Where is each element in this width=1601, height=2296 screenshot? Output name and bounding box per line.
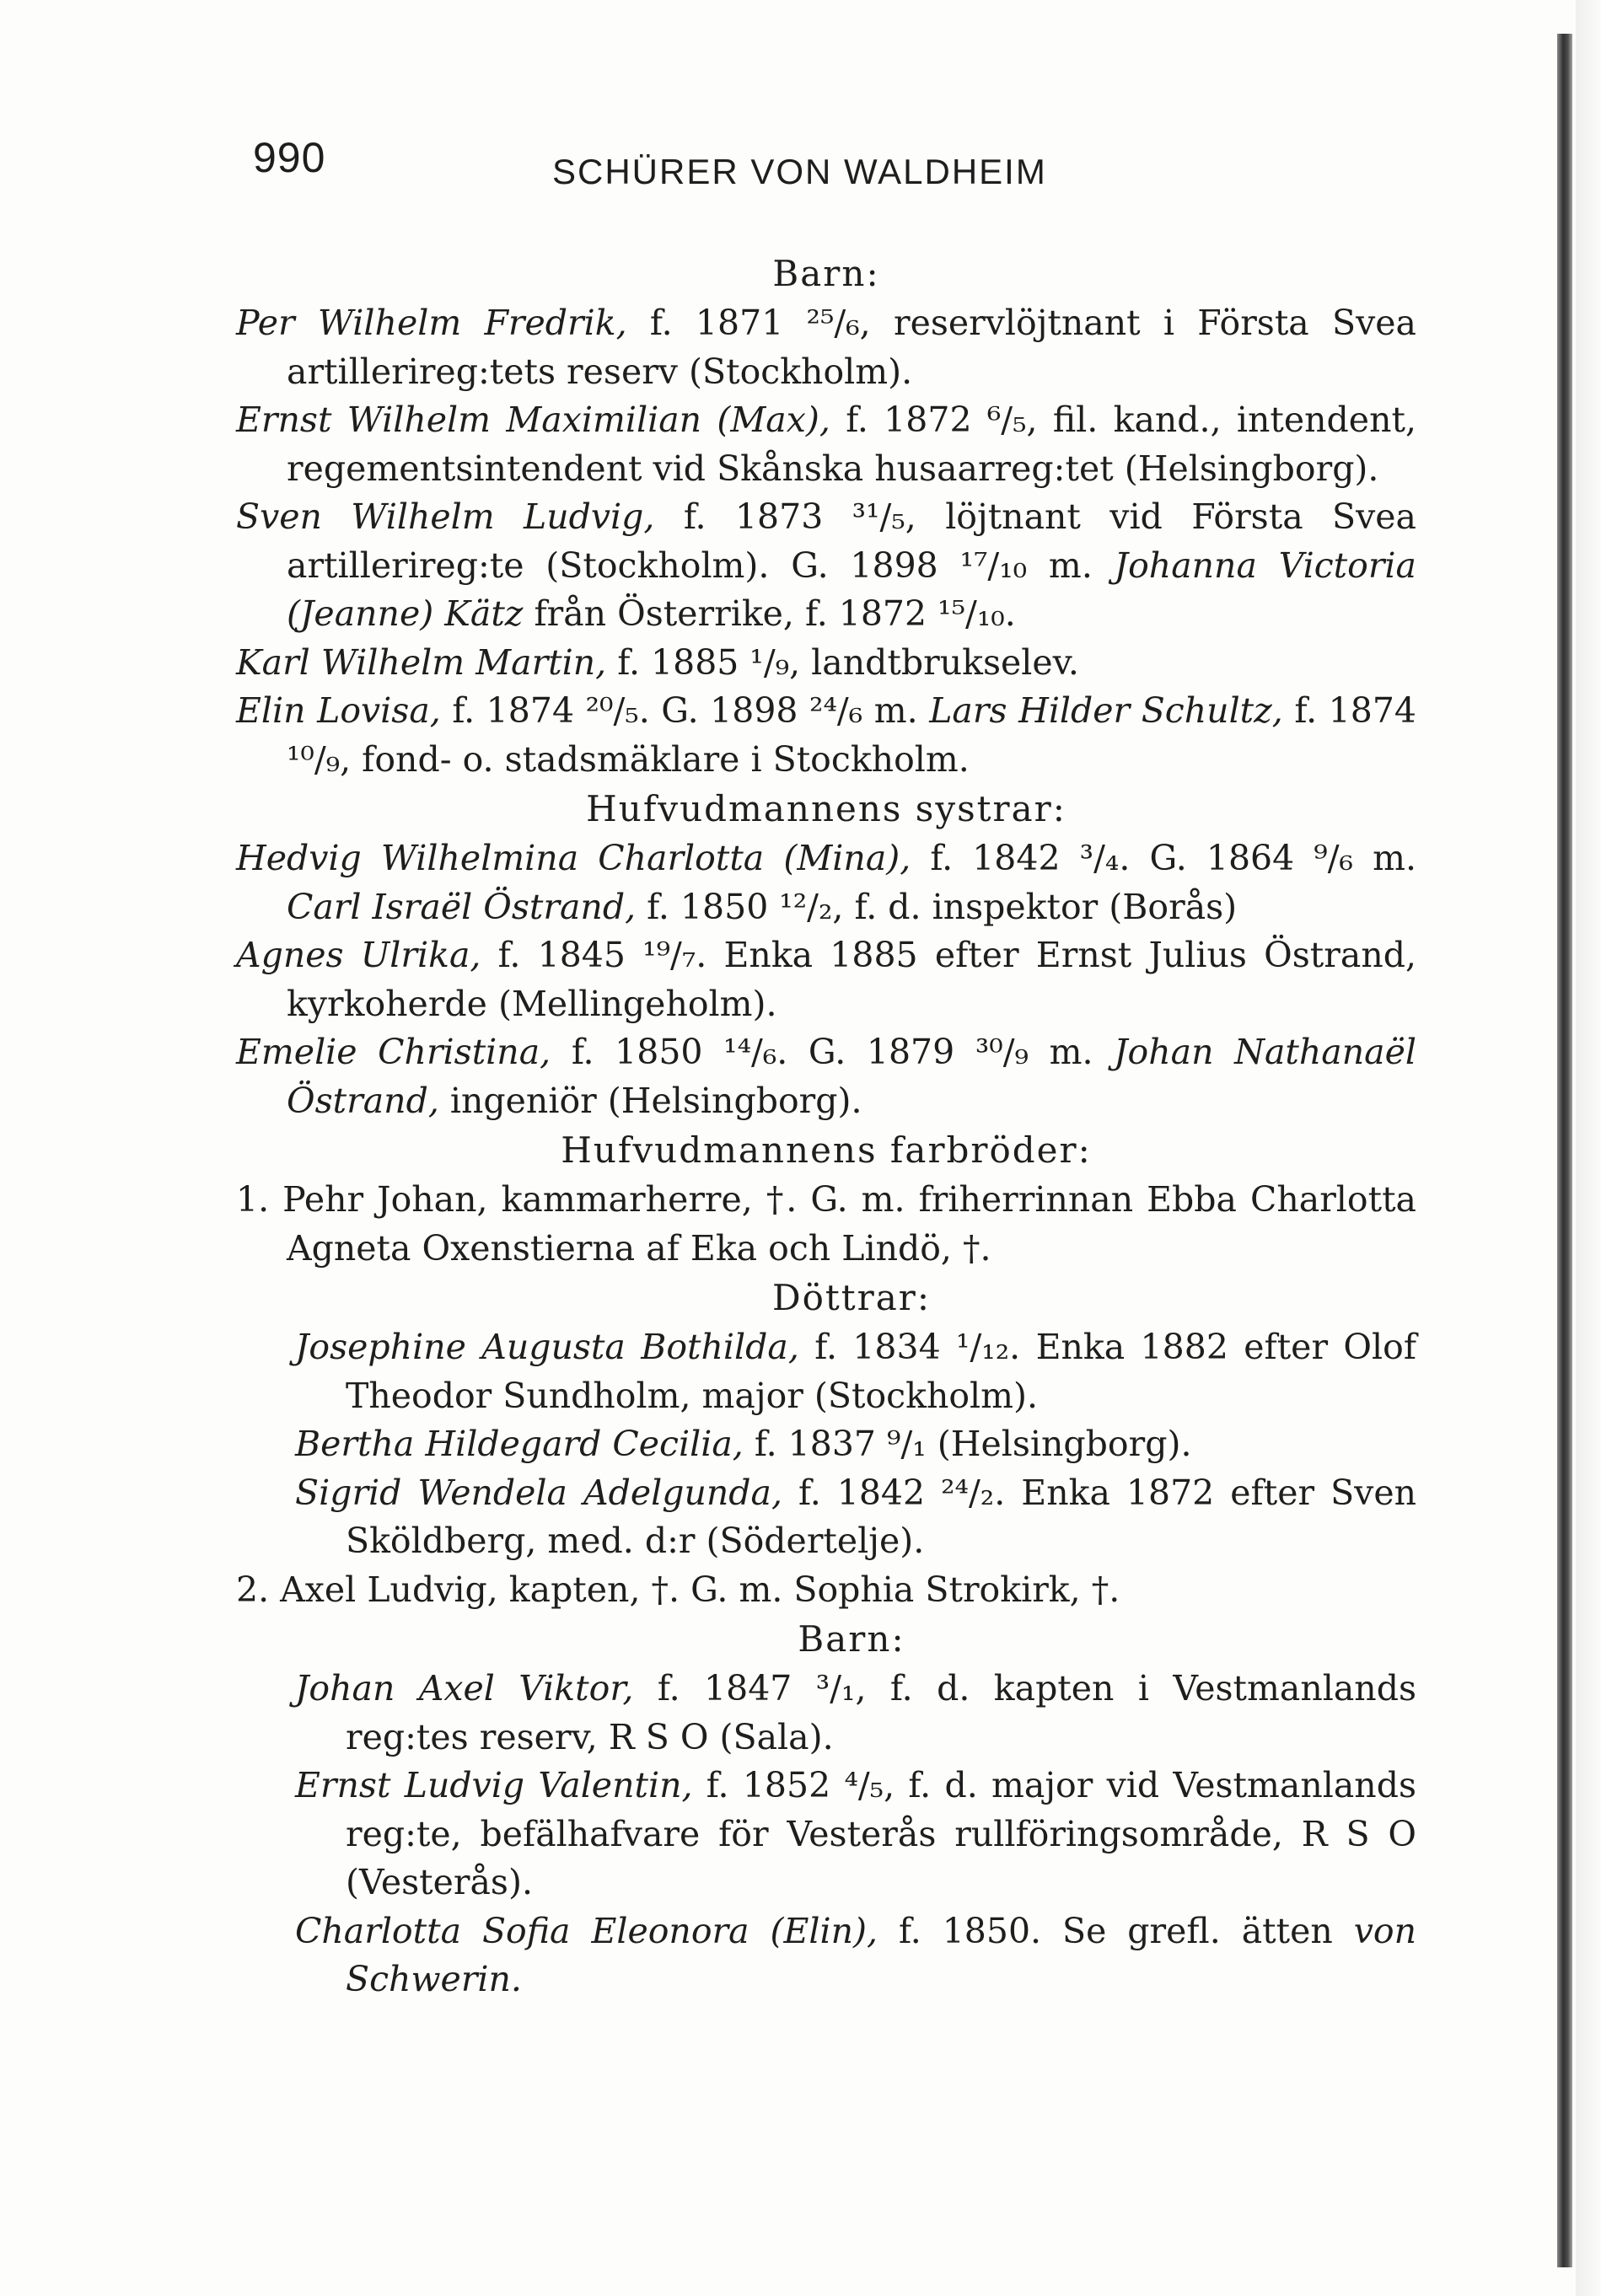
spouse-text: från Österrike, f. 1872 ¹⁵/₁₀. bbox=[534, 593, 1016, 634]
section-heading-barn: Barn: bbox=[772, 253, 880, 294]
entry-axel bbox=[236, 1566, 1416, 1615]
entry-text: Pehr Johan, kammarherre, †. G. m. friherrinnan Ebba Charlotta Agneta Oxenstierna af Eka och Lindö, †. bbox=[282, 1179, 1416, 1269]
entry-text: Axel Ludvig, kapten, †. G. m. Sophia Strokirk, †. bbox=[280, 1569, 1120, 1610]
person-name: Sven Wilhelm Ludvig, bbox=[236, 496, 655, 537]
spouse-name: Lars Hilder Schultz, bbox=[929, 690, 1283, 731]
section-heading-barn-2: Barn: bbox=[798, 1618, 905, 1660]
person-name: Johan Axel Viktor, bbox=[295, 1668, 634, 1709]
entry-text: f. 1871 ²⁵/₆, reservlöjtnant i Första Svea artillerireg:tets reserv (Stockholm). bbox=[287, 303, 1416, 392]
entry-text: f. 1874 ²⁰/₅. G. 1898 ²⁴/₆ m. bbox=[452, 690, 918, 731]
person-name: Ernst Wilhelm Maximilian (Max), bbox=[236, 400, 830, 440]
entry-text: f. 1847 ³/₁, f. d. kapten i Vestmanlands reg:tes reserv, R S O (Sala). bbox=[346, 1668, 1416, 1757]
page-number: 990 bbox=[253, 134, 326, 181]
spouse-text: f. 1850 ¹²/₂, f. d. inspektor (Borås) bbox=[647, 886, 1238, 927]
entry-josephine bbox=[236, 1323, 1416, 1420]
person-name: Sigrid Wendela Adelgunda, bbox=[295, 1472, 782, 1513]
entry-text: f. 1842 ³/₄. G. 1864 ⁹/₆ m. bbox=[930, 838, 1416, 878]
running-head: SCHÜRER VON WALDHEIM bbox=[552, 152, 1047, 191]
entry-text: f. 1852 ⁴/₅, f. d. major vid Vestmanlands reg:te, befälhafvare för Vesterås rullföringsområde, R S O (Vesterås). bbox=[346, 1765, 1417, 1902]
person-name: Hedvig Wilhelmina Charlotta (Mina), bbox=[236, 838, 911, 878]
entry-charlotta bbox=[236, 1907, 1416, 2004]
page-edge bbox=[1576, 0, 1601, 2296]
spouse-name: Carl Israël Östrand, bbox=[287, 886, 637, 927]
person-name: Karl Wilhelm Martin, bbox=[236, 641, 607, 683]
book-spine-shadow bbox=[1557, 34, 1572, 2267]
entry-text: f. 1873 ³¹/₅, löjtnant vid Första Svea artillerireg:te (Stockholm). G. 1898 ¹⁷/₁₀ m. bbox=[287, 496, 1416, 586]
spouse-name: Johanna Victoria (Jeanne) Kätz bbox=[287, 544, 1416, 634]
entry-elin bbox=[236, 687, 1416, 784]
entry-ernst bbox=[236, 396, 1416, 493]
entry-text: f. 1850 ¹⁴/₆. G. 1879 ³⁰/₉ m. bbox=[571, 1032, 1093, 1072]
entry-per bbox=[236, 299, 1416, 396]
person-name: Elin Lovisa, bbox=[236, 690, 441, 731]
entry-sigrid bbox=[236, 1469, 1416, 1566]
entry-number: 2. bbox=[236, 1569, 270, 1610]
entry-text: f. 1872 ⁶/₅, fil. kand., intendent, regementsintendent vid Skånska husaarreg:tet (Helsingborg). bbox=[287, 400, 1416, 489]
entry-number: 1. bbox=[236, 1179, 270, 1220]
section-heading-systrar: Hufvudmannens systrar: bbox=[586, 788, 1066, 829]
entry-ernst-2 bbox=[236, 1762, 1416, 1907]
section-heading-farbroder: Hufvudmannens farbröder: bbox=[561, 1129, 1092, 1171]
entry-text: f. 1842 ²⁴/₂. Enka 1872 efter Sven Sköldberg, med. d:r (Södertelje). bbox=[346, 1472, 1416, 1561]
person-name: Josephine Augusta Bothilda, bbox=[295, 1327, 799, 1367]
entry-agnes bbox=[236, 931, 1416, 1028]
person-name: Per Wilhelm Fredrik, bbox=[236, 303, 627, 343]
person-name: Emelie Christina, bbox=[236, 1032, 551, 1072]
entry-johan bbox=[236, 1665, 1416, 1762]
spouse-text: f. 1874 ¹⁰/₉, fond- o. stadsmäklare i Stockholm. bbox=[287, 690, 1416, 780]
spouse-name: Johan Nathanaël Östrand, bbox=[287, 1032, 1416, 1121]
entry-tail: von Schwerin. bbox=[346, 1910, 1416, 1999]
entry-pehr bbox=[236, 1176, 1416, 1273]
entry-hedvig bbox=[236, 834, 1416, 931]
entry-karl bbox=[236, 639, 1416, 688]
entry-text: f. 1850. Se grefl. ätten bbox=[899, 1910, 1333, 1951]
spouse-text: ingeniör (Helsingborg). bbox=[449, 1080, 862, 1121]
page-header bbox=[0, 126, 1601, 194]
entry-text: f. 1885 ¹/₉, landtbrukselev. bbox=[617, 641, 1079, 683]
section-heading-dottrar: Döttrar: bbox=[771, 1277, 932, 1318]
person-name: Bertha Hildegard Cecilia, bbox=[295, 1424, 744, 1464]
entry-text: f. 1845 ¹⁹/₇. Enka 1885 efter Ernst Julius Östrand, kyrkoherde (Mellingeholm). bbox=[287, 935, 1417, 1024]
entry-text: f. 1834 ¹/₁₂. Enka 1882 efter Olof Theodor Sundholm, major (Stockholm). bbox=[346, 1327, 1416, 1416]
entry-bertha bbox=[236, 1420, 1416, 1469]
entry-emelie bbox=[236, 1028, 1416, 1125]
person-name: Agnes Ulrika, bbox=[236, 935, 481, 975]
person-name: Charlotta Sofia Eleonora (Elin), bbox=[295, 1910, 878, 1951]
person-name: Ernst Ludvig Valentin, bbox=[295, 1765, 693, 1805]
entry-text: f. 1837 ⁹/₁ (Helsingborg). bbox=[754, 1424, 1192, 1464]
entry-sven bbox=[236, 493, 1416, 639]
page-body bbox=[236, 249, 1416, 2004]
